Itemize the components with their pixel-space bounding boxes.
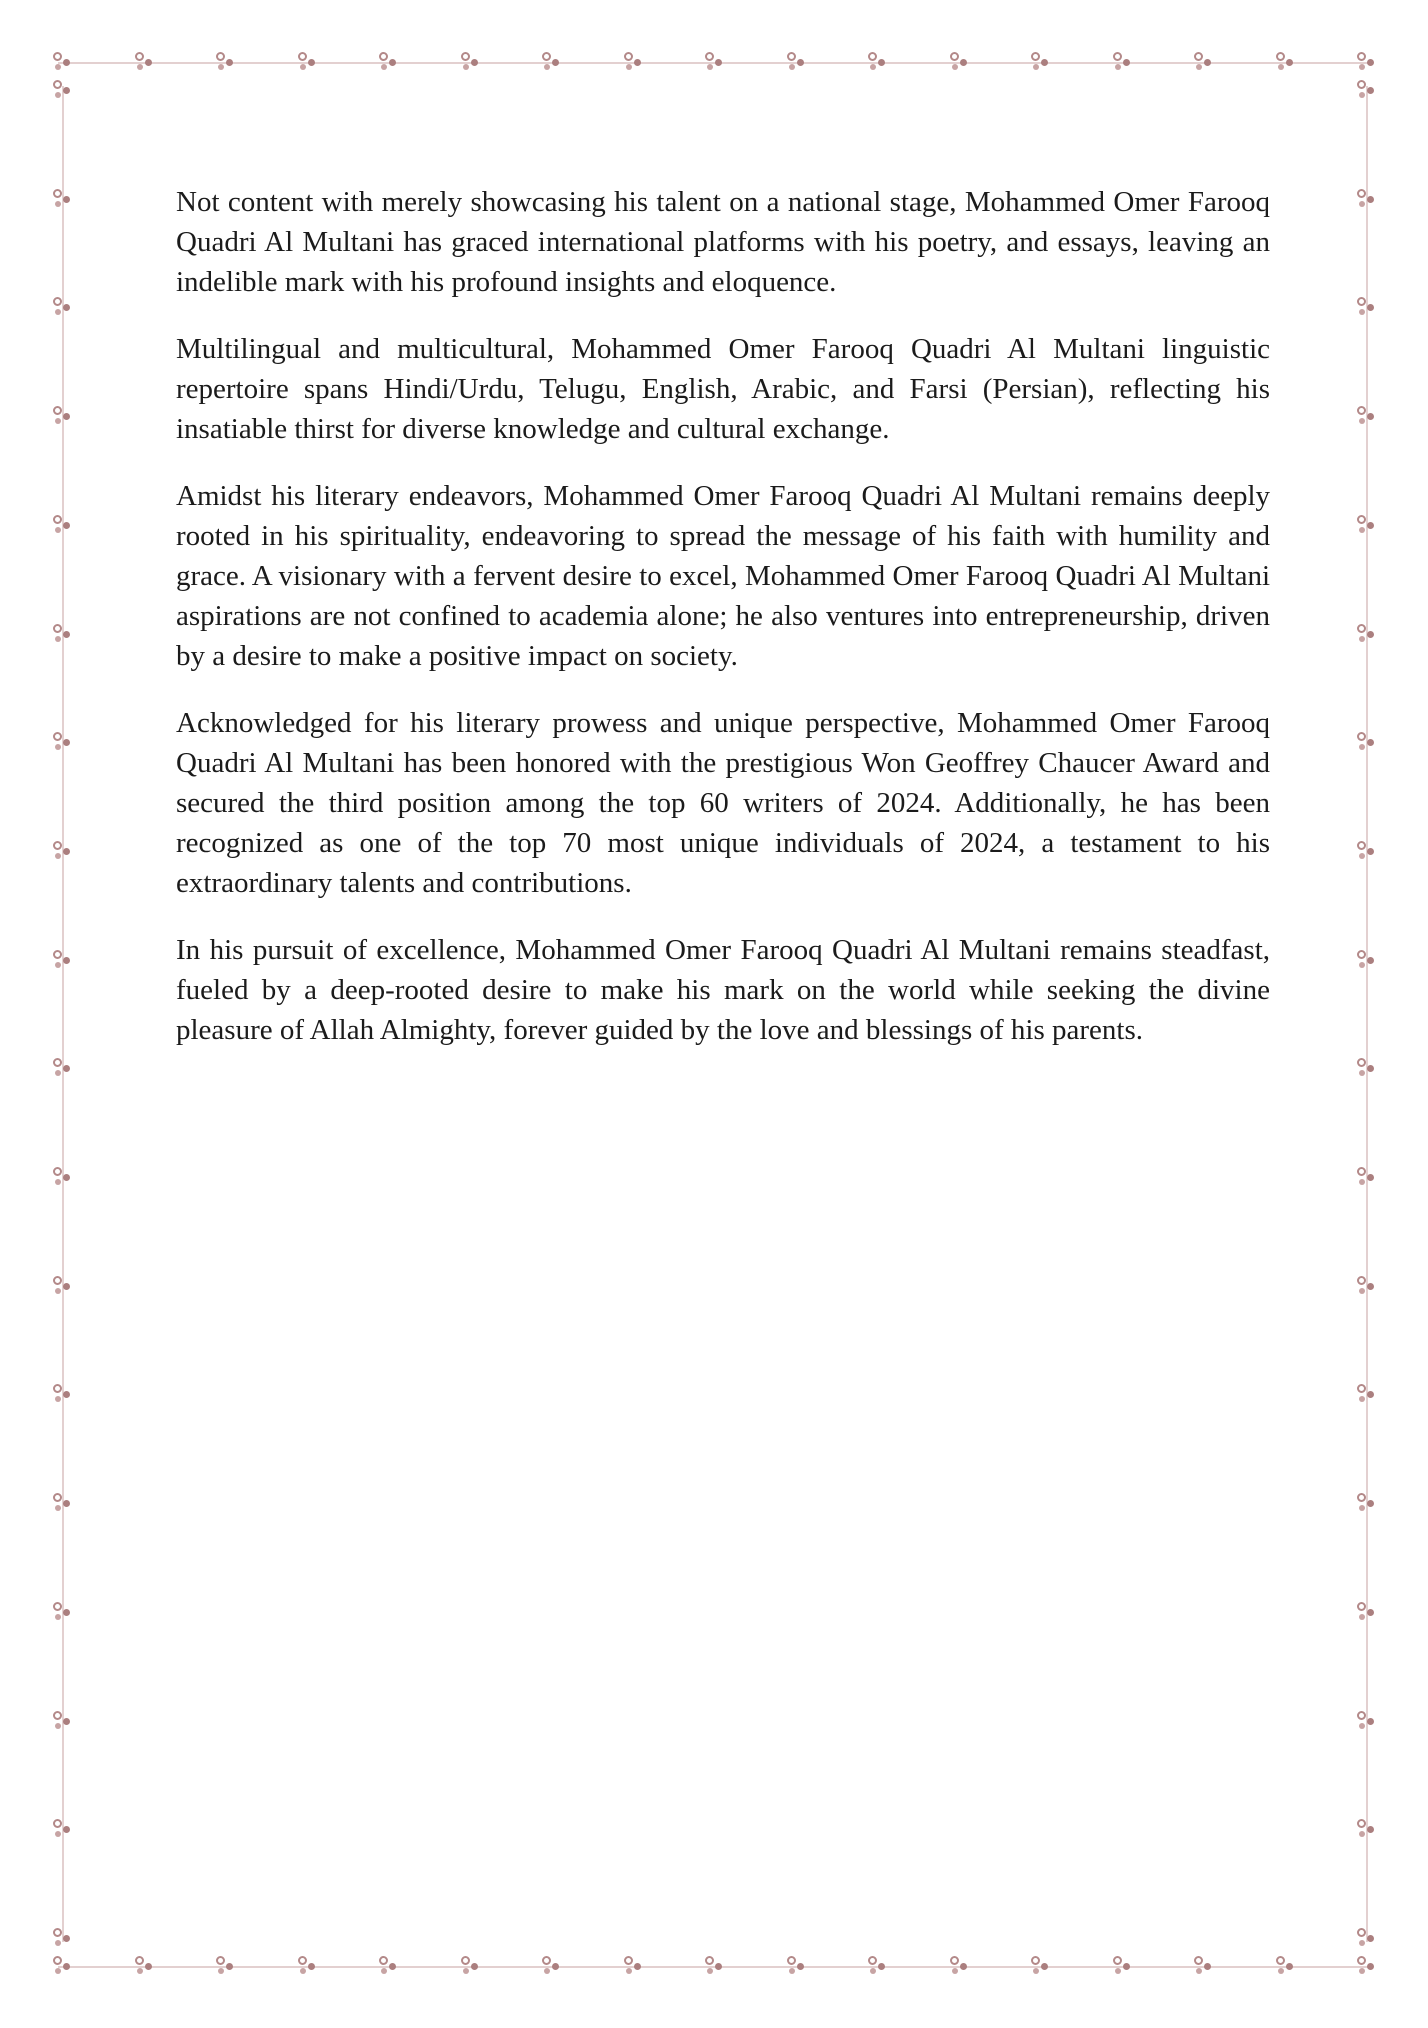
- floral-ornament-icon: [867, 52, 887, 72]
- floral-ornament-icon: [52, 1819, 72, 1839]
- page-border-left: [48, 80, 76, 1948]
- floral-ornament-icon: [786, 52, 806, 72]
- floral-ornament-icon: [460, 52, 480, 72]
- page-border-right: [1352, 80, 1380, 1948]
- floral-ornament-icon: [1275, 52, 1295, 72]
- floral-ornament-icon: [1356, 1276, 1376, 1296]
- floral-ornament-icon: [949, 52, 969, 72]
- page-border-top: [52, 48, 1376, 76]
- paragraph: Acknowledged for his literary prowess and unique perspective, Mohammed Omer Farooq Quadri Al Multani has been honored with the prestigious Won Geoffrey Chaucer Award and secured the third position among the top 60 writers of 2024. Additionally, he has been recognized as one of the top 70 most unique individuals of 2024, a testament to his extraordinary talents and contributions.: [176, 707, 1270, 899]
- floral-ornament-icon: [52, 624, 72, 644]
- floral-ornament-icon: [52, 1167, 72, 1187]
- floral-ornament-icon: [52, 841, 72, 861]
- floral-ornament-icon: [297, 1956, 317, 1976]
- document-body: [176, 182, 1270, 1077]
- floral-ornament-icon: [52, 406, 72, 426]
- floral-ornament-icon: [1275, 1956, 1295, 1976]
- floral-ornament-icon: [378, 1956, 398, 1976]
- floral-ornament-icon: [1356, 1384, 1376, 1404]
- page-border-bottom: [52, 1952, 1376, 1980]
- floral-ornament-icon: [1356, 189, 1376, 209]
- floral-ornament-icon: [52, 80, 72, 100]
- floral-ornament-icon: [1112, 52, 1132, 72]
- floral-ornament-icon: [52, 515, 72, 535]
- floral-ornament-icon: [1356, 624, 1376, 644]
- floral-ornament-icon: [52, 950, 72, 970]
- floral-ornament-icon: [1112, 1956, 1132, 1976]
- floral-ornament-icon: [704, 1956, 724, 1976]
- floral-ornament-icon: [1193, 52, 1213, 72]
- floral-ornament-icon: [52, 1276, 72, 1296]
- floral-ornament-icon: [215, 1956, 235, 1976]
- floral-ornament-icon: [52, 52, 72, 72]
- floral-ornament-icon: [52, 1058, 72, 1078]
- floral-ornament-icon: [1356, 1819, 1376, 1839]
- floral-ornament-icon: [1356, 1711, 1376, 1731]
- floral-ornament-icon: [867, 1956, 887, 1976]
- paragraph: In his pursuit of excellence, Mohammed Omer Farooq Quadri Al Multani remains steadfast, fueled by a deep-rooted desire to make his mark on the world while seeking the divine pleasure of Allah Almighty, forever guided by the love and blessings of his parents.: [176, 934, 1270, 1046]
- floral-ornament-icon: [215, 52, 235, 72]
- floral-ornament-icon: [1356, 950, 1376, 970]
- floral-ornament-icon: [1356, 80, 1376, 100]
- floral-ornament-icon: [52, 1384, 72, 1404]
- floral-ornament-icon: [52, 1602, 72, 1622]
- floral-ornament-icon: [786, 1956, 806, 1976]
- floral-ornament-icon: [1356, 732, 1376, 752]
- floral-ornament-icon: [297, 52, 317, 72]
- floral-ornament-icon: [1193, 1956, 1213, 1976]
- floral-ornament-icon: [1356, 1928, 1376, 1948]
- floral-ornament-icon: [1030, 1956, 1050, 1976]
- floral-ornament-icon: [1030, 52, 1050, 72]
- floral-ornament-icon: [52, 1928, 72, 1948]
- floral-ornament-icon: [52, 1711, 72, 1731]
- floral-ornament-icon: [704, 52, 724, 72]
- paragraph: Amidst his literary endeavors, Mohammed Omer Farooq Quadri Al Multani remains deeply rooted in his spirituality, endeavoring to spread the message of his faith with humility and grace. A visionary with a fervent desire to excel, Mohammed Omer Farooq Quadri Al Multani aspirations are not confined to academia alone; he also ventures into entrepreneurship, driven by a desire to make a positive impact on society.: [176, 480, 1270, 672]
- floral-ornament-icon: [1356, 297, 1376, 317]
- floral-ornament-icon: [1356, 52, 1376, 72]
- floral-ornament-icon: [1356, 515, 1376, 535]
- floral-ornament-icon: [52, 297, 72, 317]
- floral-ornament-icon: [134, 1956, 154, 1976]
- paragraph: Not content with merely showcasing his talent on a national stage, Mohammed Omer Farooq Quadri Al Multani has graced international platforms with his poetry, and essays, leaving an indelible mark with his profound insights and eloquence.: [176, 186, 1270, 298]
- floral-ornament-icon: [1356, 406, 1376, 426]
- floral-ornament-icon: [52, 732, 72, 752]
- floral-ornament-icon: [1356, 1167, 1376, 1187]
- floral-ornament-icon: [460, 1956, 480, 1976]
- floral-ornament-icon: [541, 1956, 561, 1976]
- floral-ornament-icon: [623, 52, 643, 72]
- floral-ornament-icon: [623, 1956, 643, 1976]
- floral-ornament-icon: [1356, 841, 1376, 861]
- floral-ornament-icon: [1356, 1602, 1376, 1622]
- floral-ornament-icon: [949, 1956, 969, 1976]
- floral-ornament-icon: [1356, 1956, 1376, 1976]
- floral-ornament-icon: [378, 52, 398, 72]
- floral-ornament-icon: [1356, 1493, 1376, 1513]
- floral-ornament-icon: [52, 189, 72, 209]
- paragraph: Multilingual and multicultural, Mohammed Omer Farooq Quadri Al Multani linguistic repertoire spans Hindi/Urdu, Telugu, English, Arabic, and Farsi (Persian), reflecting his insatiable thirst for diverse knowledge and cultural exchange.: [176, 333, 1270, 445]
- floral-ornament-icon: [134, 52, 154, 72]
- floral-ornament-icon: [541, 52, 561, 72]
- floral-ornament-icon: [52, 1956, 72, 1976]
- floral-ornament-icon: [52, 1493, 72, 1513]
- floral-ornament-icon: [1356, 1058, 1376, 1078]
